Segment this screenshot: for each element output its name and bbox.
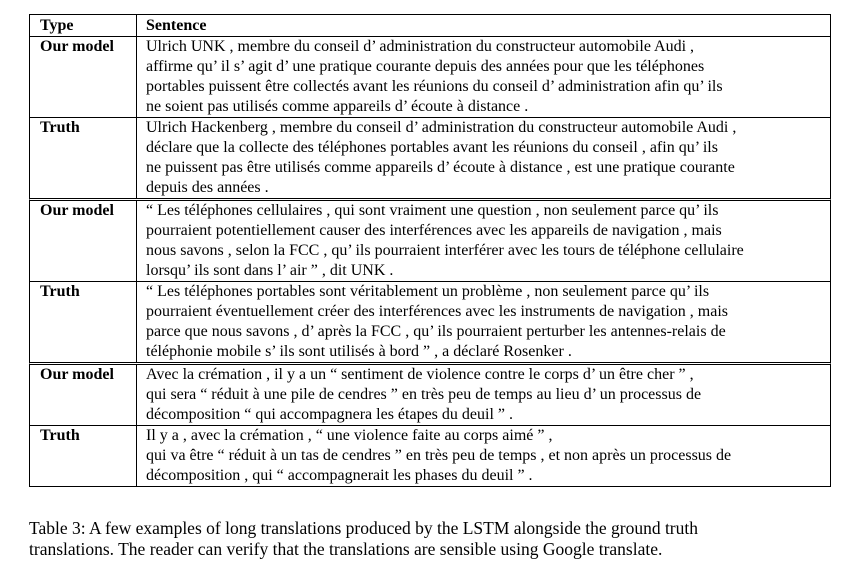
sentence-line: décomposition “ qui accompagnera les étapes du deuil ” . xyxy=(146,406,513,423)
table-row-truth-2 xyxy=(29,281,831,362)
sentence-line: nous savons , selon la FCC , qu’ ils pourraient interférer avec les tours de téléphone cellulaire xyxy=(146,242,744,259)
sentence-line: Ulrich UNK , membre du conseil d’ administration du constructeur automobile Audi , xyxy=(146,38,695,55)
row-sentence xyxy=(137,365,830,425)
sentence-line: qui sera “ réduit à une pile de cendres ” en très peu de temps au lieu d’ un processus de xyxy=(146,386,702,403)
header-sentence: Sentence xyxy=(146,17,207,34)
sentence-line: ne puissent pas être utilisés comme appareils d’ écoute à distance , est une pratique courante xyxy=(146,159,735,176)
sentence-line: parce que nous savons , d’ après la FCC , qu’ ils pourraient perturber les antennes-relais de xyxy=(146,323,726,340)
sentence-line: “ Les téléphones cellulaires , qui sont vraiment une question , non seulement parce qu’ ils xyxy=(146,202,719,219)
sentence-line: pourraient potentiellement causer des interférences avec les appareils de navigation , mais xyxy=(146,222,722,239)
table-caption xyxy=(29,518,834,560)
sentence-line: portables puissent être collectés avant les réunions du conseil d’ administration afin qu’ ils xyxy=(146,78,723,95)
table-header-row xyxy=(29,14,831,36)
row-sentence xyxy=(137,118,830,198)
row-type-label: Our model xyxy=(30,365,137,425)
sentence-line: Avec la crémation , il y a un “ sentiment de violence contre le corps d’ un être cher ” , xyxy=(146,366,694,383)
sentence-line: pourraient éventuellement créer des interférences avec les instruments de navigation , mais xyxy=(146,303,728,320)
header-type: Type xyxy=(30,15,137,36)
caption-line: Table 3: A few examples of long translations produced by the LSTM alongside the ground truth xyxy=(29,518,698,538)
row-sentence xyxy=(137,426,830,486)
table-row-truth-3 xyxy=(29,425,831,487)
row-type-label: Truth xyxy=(30,426,137,486)
table-row-model-2 xyxy=(29,198,831,281)
table-row-model-1 xyxy=(29,36,831,117)
row-type-label: Our model xyxy=(30,201,137,281)
sentence-line: qui va être “ réduit à un tas de cendres ” en très peu de temps , et non après un processus de xyxy=(146,447,732,464)
sentence-line: ne soient pas utilisés comme appareils d’ écoute à distance . xyxy=(146,98,529,115)
row-type-label: Our model xyxy=(30,37,137,117)
sentence-line: déclare que la collecte des téléphones portables avant les réunions du conseil , afin qu’ ils xyxy=(146,139,718,156)
sentence-line: Ulrich Hackenberg , membre du conseil d’ administration du constructeur automobile Audi , xyxy=(146,119,737,136)
caption-line: translations. The reader can verify that the translations are sensible using Google translate. xyxy=(29,539,663,559)
table-row-model-3 xyxy=(29,362,831,425)
row-sentence xyxy=(137,201,830,281)
row-sentence xyxy=(137,37,830,117)
sentence-line: Il y a , avec la crémation , “ une violence faite au corps aimé ” , xyxy=(146,427,553,444)
row-type-label: Truth xyxy=(30,118,137,198)
sentence-line: décomposition , qui “ accompagnerait les phases du deuil ” . xyxy=(146,467,533,484)
sentence-line: “ Les téléphones portables sont véritablement un problème , non seulement parce qu’ ils xyxy=(146,283,710,300)
row-sentence xyxy=(137,282,830,362)
table-row-truth-1 xyxy=(29,117,831,198)
sentence-line: affirme qu’ il s’ agit d’ une pratique courante depuis des années pour que les téléphones xyxy=(146,58,705,75)
sentence-line: téléphonie mobile s’ ils sont utilisés à bord ” , a déclaré Rosenker . xyxy=(146,343,572,360)
sentence-line: depuis des années . xyxy=(146,179,269,196)
row-type-label: Truth xyxy=(30,282,137,362)
sentence-line: lorsqu’ ils sont dans l’ air ” , dit UNK . xyxy=(146,262,394,279)
translations-table xyxy=(29,14,831,487)
